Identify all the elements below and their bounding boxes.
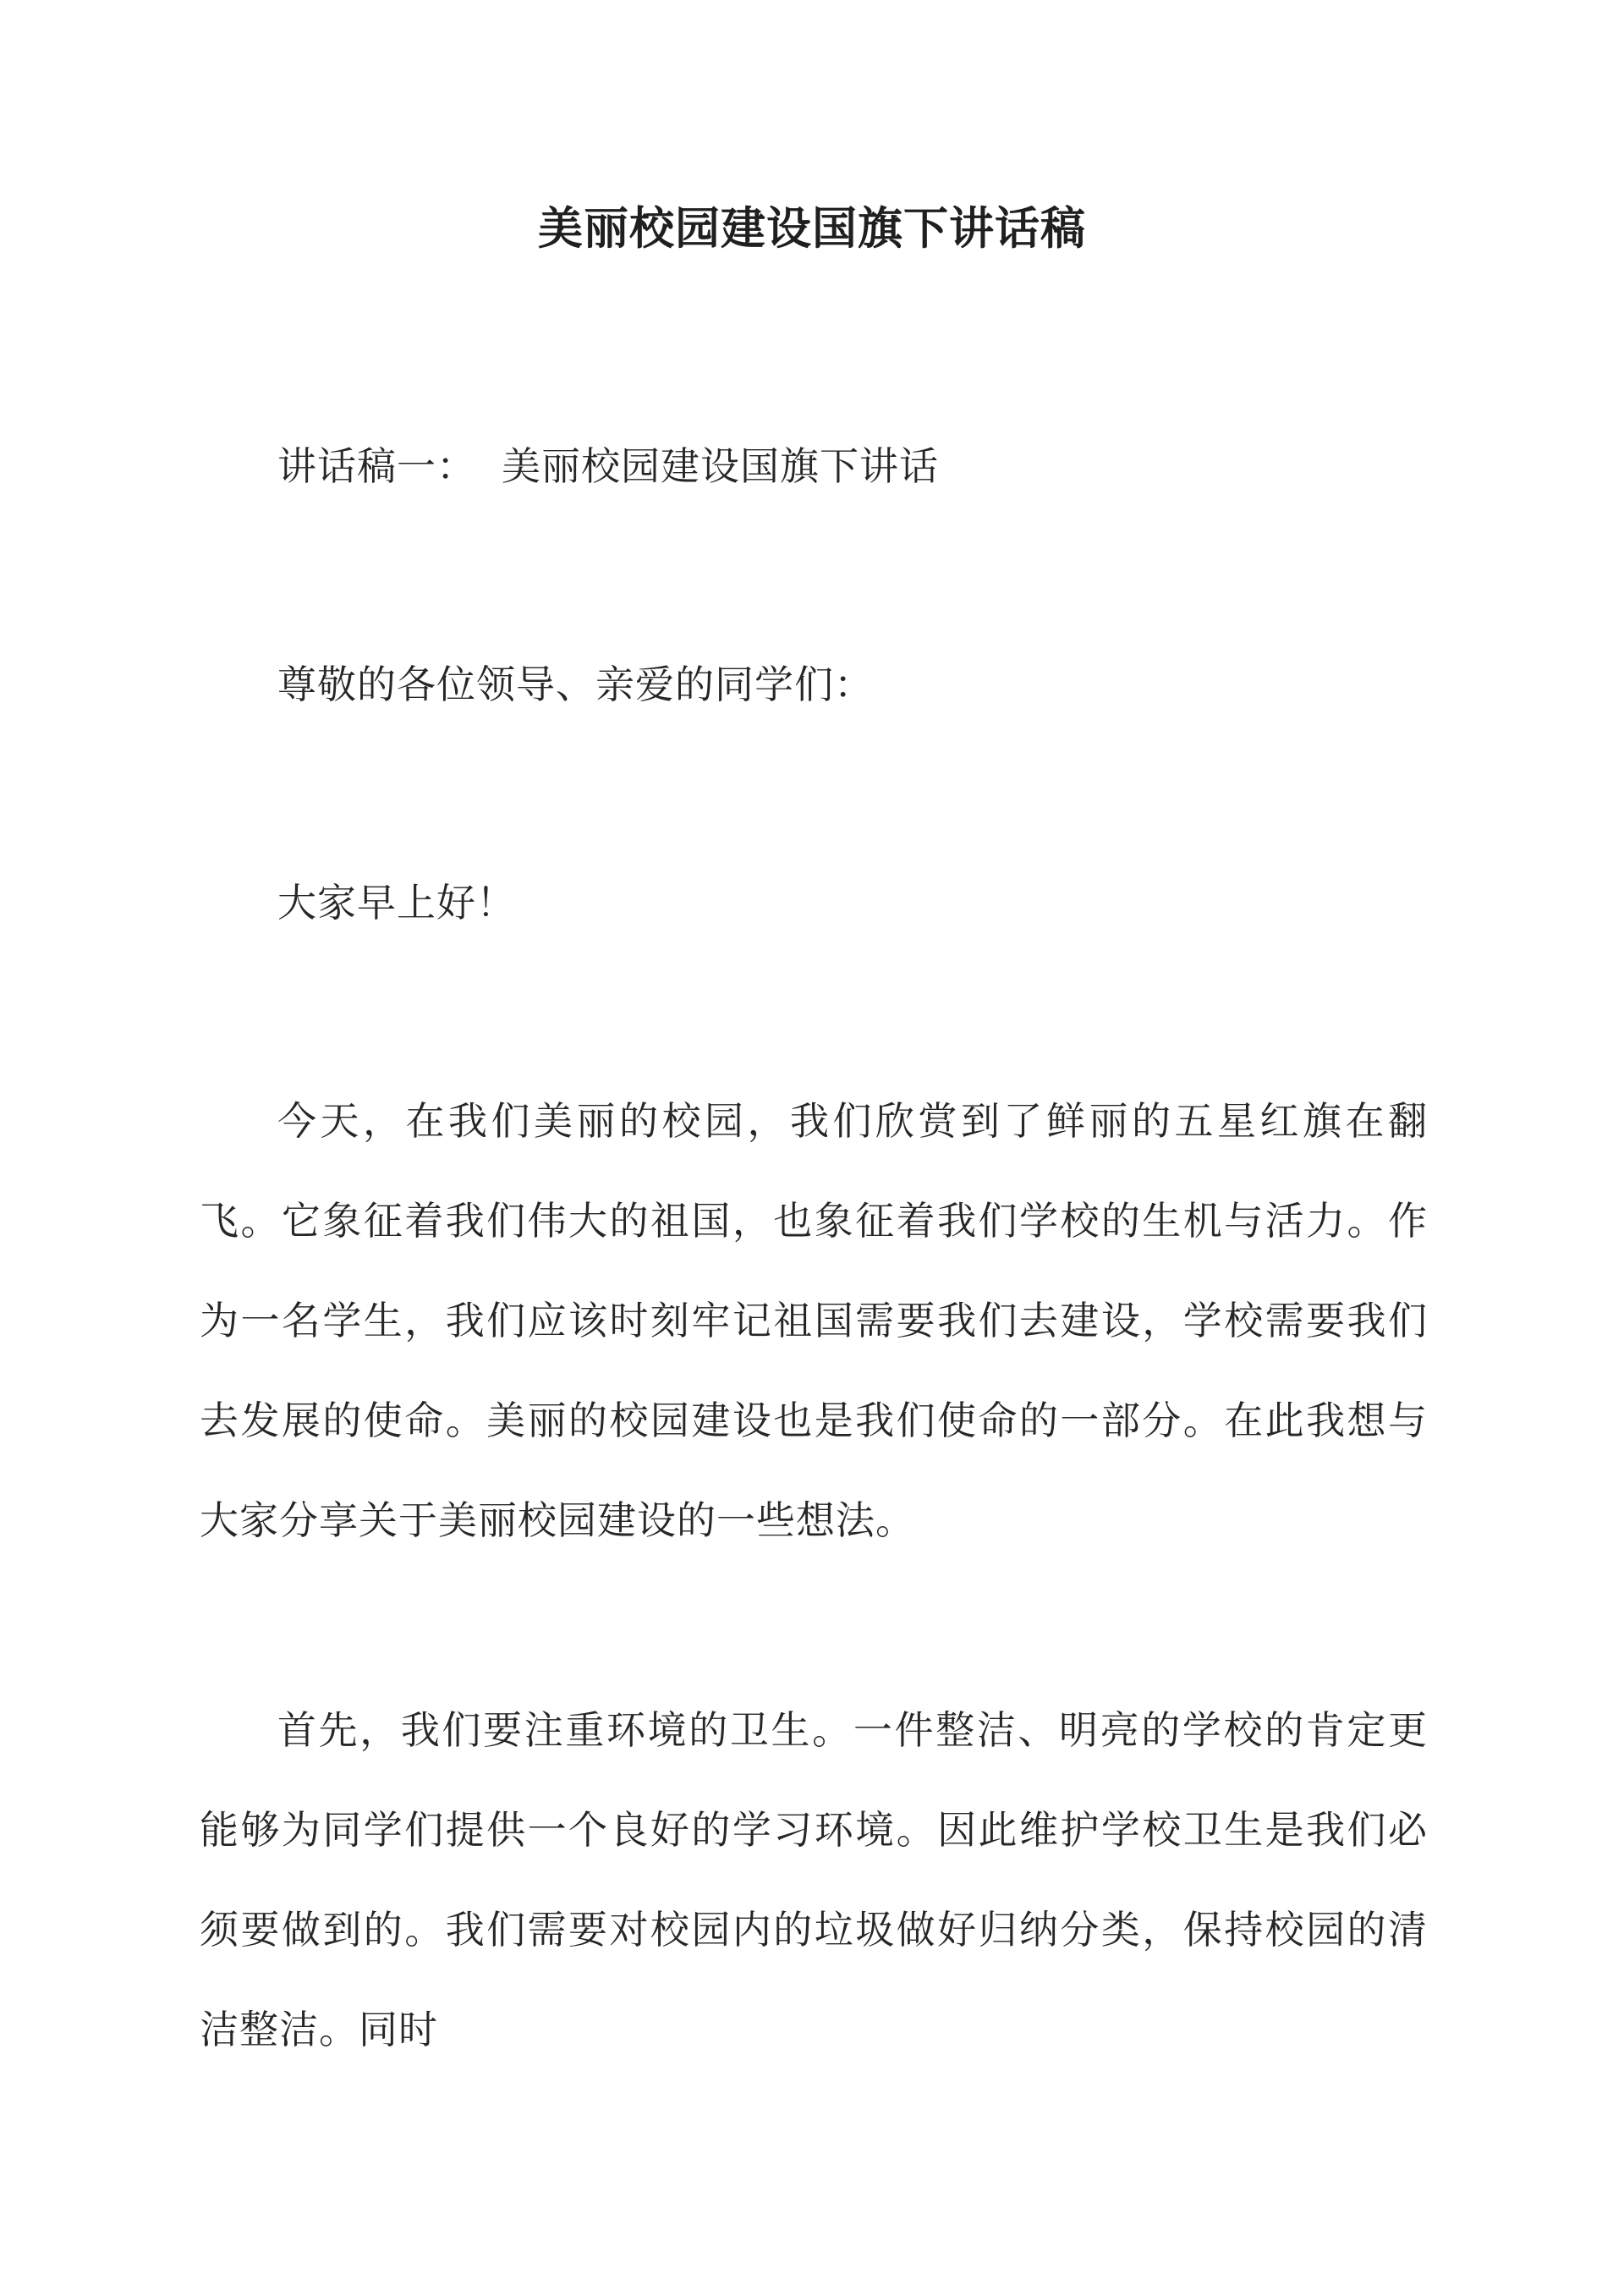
body-paragraph: 今天，在我们美丽的校园，我们欣赏到了鲜丽的五星红旗在翻飞。它象征着我们伟大的祖国，也象征着我们学校的生机与活力。作为一名学生，我们应该时刻牢记祖国需要我们去建设，学校需要我们去发展的使命。美丽的校园建设也是我们使命的一部分。在此我想与大家分享关于美丽校园建设的一些想法。 xyxy=(200,1098,1428,1543)
subtitle-text: 美丽校园建设国旗下讲话 xyxy=(502,443,939,489)
document-title: 美丽校园建设国旗下讲话稿 xyxy=(538,202,1086,255)
subtitle-line xyxy=(200,416,1428,516)
salutation: 尊敬的各位领导、亲爱的同学们： xyxy=(277,662,874,707)
subtitle-label: 讲话稿一： xyxy=(277,443,476,489)
greeting: 大家早上好！ xyxy=(277,880,516,926)
body-paragraph: 首先，我们要注重环境的卫生。一件整洁、明亮的学校的肯定更能够为同学们提供一个良好的学习环境。因此维护学校卫生是我们必须要做到的。我们需要对校园内的垃圾做好归纳分类，保持校园的清洁整洁。同时 xyxy=(200,1707,1428,2052)
